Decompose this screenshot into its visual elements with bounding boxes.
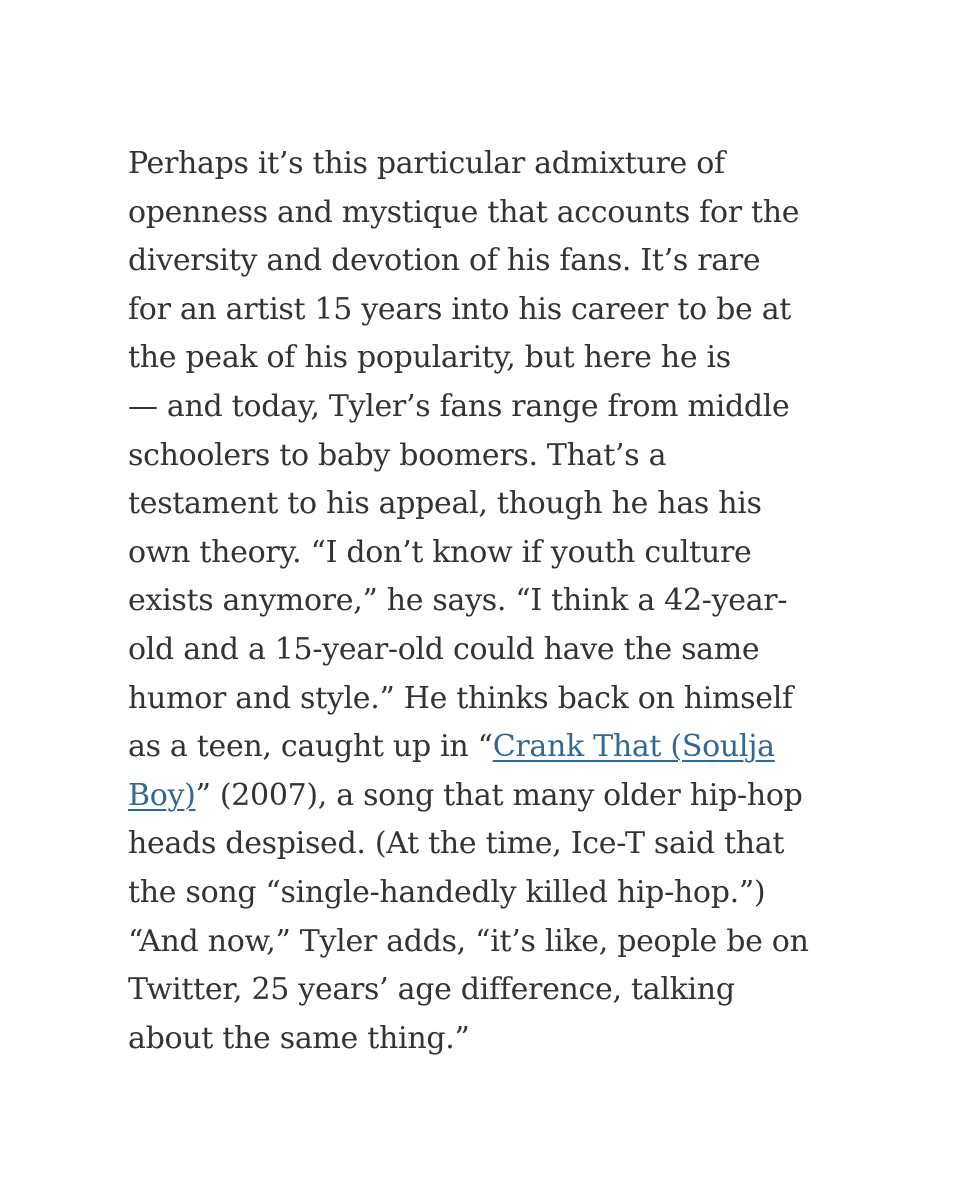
text-line: “And now,” Tyler adds, “it’s like, people be on [128,923,809,959]
crank-that-link-part-1[interactable]: Crank That (Soulja [492,729,775,765]
article-paragraph [128,140,848,1063]
text-line [128,723,848,772]
text-line: old and a 15-year-old could have the same [128,631,760,667]
text-line: about the same thing.” [128,1020,470,1056]
text-line: the song “single-handedly killed hip-hop.”) [128,874,766,910]
crank-that-link-part-2[interactable]: Boy) [128,777,196,813]
text-line: Perhaps it’s this particular admixture of [128,146,725,181]
text-line: — and today, Tyler’s fans range from middle [128,388,790,424]
text-segment: as a teen, caught up in “ [128,729,493,765]
text-line: for an artist 15 years into his career to be at [128,291,792,327]
text-line: heads despised. (At the time, Ice-T said that [128,826,785,862]
text-line: Twitter, 25 years’ age difference, talking [128,972,735,1008]
text-line: schoolers to baby boomers. That’s a [128,437,667,473]
text-line: diversity and devotion of his fans. It’s rare [128,243,761,279]
text-segment: ” (2007), a song that many older hip-hop [195,777,803,813]
text-line: openness and mystique that accounts for the [128,194,800,230]
text-line: testament to his appeal, though he has his [128,486,762,522]
text-line: humor and style.” He thinks back on himself [128,680,793,716]
text-line: the peak of his popularity, but here he is [128,340,731,376]
text-line: own theory. “I don’t know if youth culture [128,534,752,570]
text-line: exists anymore,” he says. “I think a 42-year- [128,583,788,619]
text-line [128,772,848,821]
